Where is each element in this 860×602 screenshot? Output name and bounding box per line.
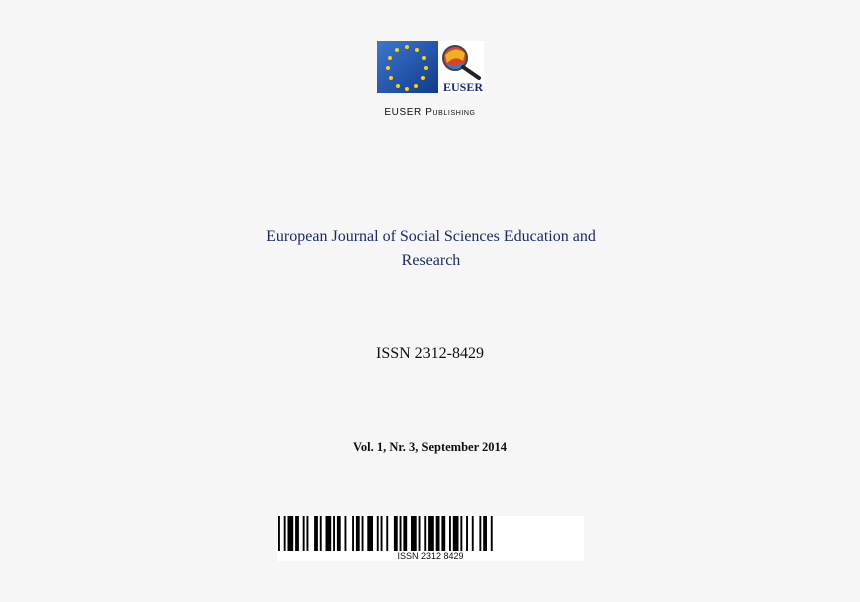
barcode-bar bbox=[466, 516, 468, 551]
journal-title: European Journal of Social Sciences Education and Research bbox=[266, 228, 596, 269]
barcode-bar bbox=[333, 516, 335, 551]
barcode-bar bbox=[377, 516, 379, 551]
barcode-bar bbox=[479, 516, 481, 551]
barcode-bar bbox=[352, 516, 354, 551]
barcode-bar bbox=[288, 516, 294, 551]
publisher-name: EUSER Publishing bbox=[384, 107, 476, 118]
barcode-bar bbox=[295, 516, 299, 551]
logo-wordmark: EUSER bbox=[442, 80, 484, 93]
issn-number: ISSN 2312-8429 bbox=[375, 345, 484, 362]
barcode-bar bbox=[367, 516, 373, 551]
barcode-bar bbox=[394, 516, 398, 551]
barcode-bar bbox=[284, 516, 286, 551]
barcode-bar bbox=[307, 516, 309, 551]
barcode-caption: ISSN 2312 8429 bbox=[277, 551, 584, 561]
barcode-bar bbox=[326, 516, 332, 551]
barcode-bar bbox=[362, 516, 364, 551]
barcode-bar bbox=[441, 516, 445, 551]
barcode-bar bbox=[424, 516, 426, 551]
barcode-bar bbox=[403, 516, 407, 551]
barcode-bar bbox=[337, 516, 341, 551]
volume-issue: Vol. 1, Nr. 3, September 2014 bbox=[352, 440, 508, 454]
barcode-bar bbox=[411, 516, 417, 551]
issn-barcode bbox=[277, 516, 584, 561]
barcode-bar bbox=[472, 516, 474, 551]
barcode-bar bbox=[453, 516, 459, 551]
barcode-bar bbox=[483, 516, 487, 551]
barcode-bar bbox=[436, 516, 440, 551]
barcode-bar bbox=[428, 516, 434, 551]
barcode-bar bbox=[491, 516, 493, 551]
barcode-bar bbox=[400, 516, 402, 551]
barcode-bar bbox=[386, 516, 388, 551]
barcode-bar bbox=[303, 516, 305, 551]
barcode-bar bbox=[449, 516, 451, 551]
barcode-bar bbox=[320, 516, 322, 551]
barcode-bar bbox=[278, 516, 280, 551]
barcode-bar bbox=[419, 516, 421, 551]
barcode-bar bbox=[381, 516, 383, 551]
euser-logo bbox=[377, 41, 484, 93]
barcode-bar bbox=[345, 516, 347, 551]
barcode-bar bbox=[356, 516, 360, 551]
barcode-bar bbox=[314, 516, 318, 551]
barcode-bar bbox=[460, 516, 462, 551]
